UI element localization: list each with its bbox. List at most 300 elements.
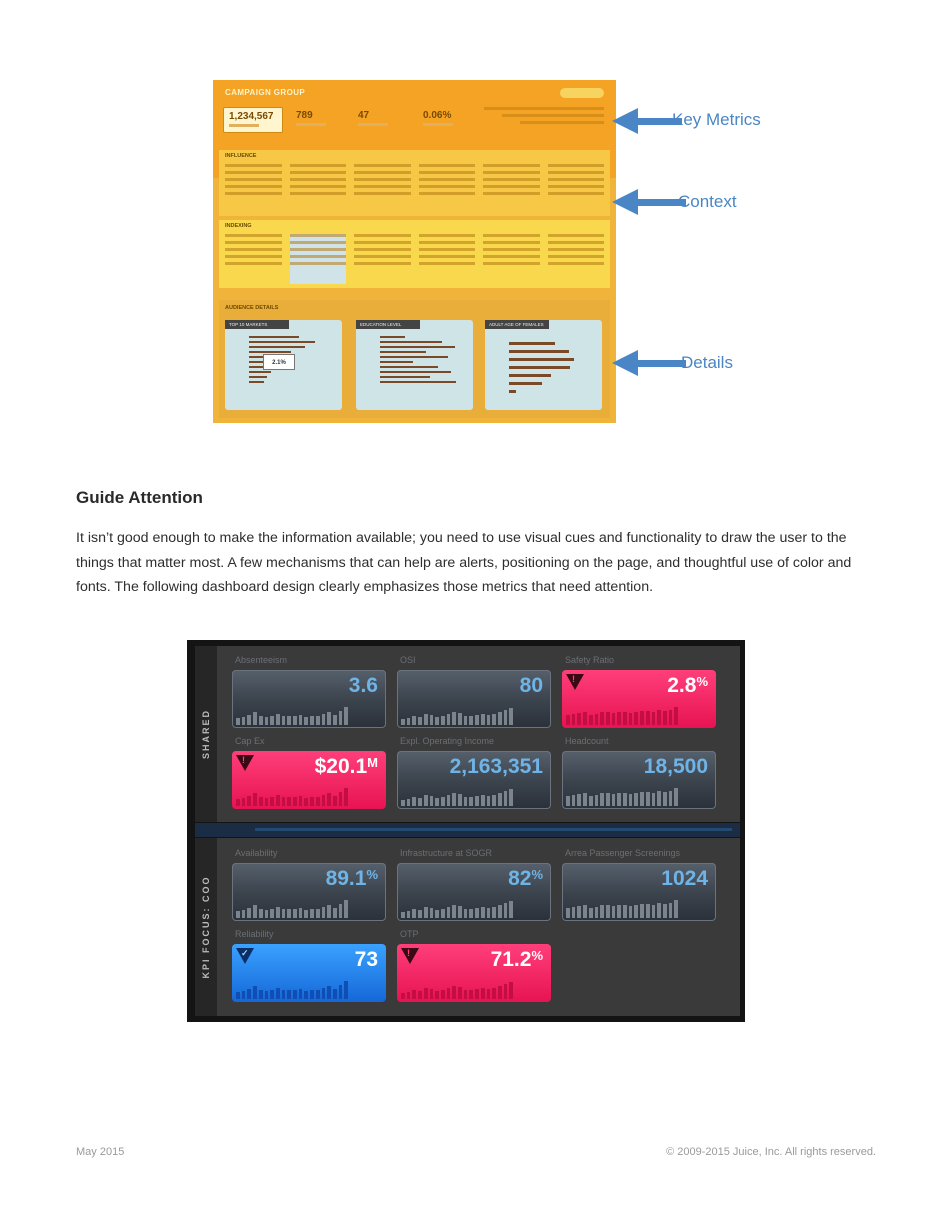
- sparkline-bar: [242, 798, 246, 806]
- focus-label: KPI FOCUS: COO: [201, 875, 211, 979]
- sparkline-bar: [293, 716, 297, 725]
- detail-card: [356, 320, 473, 410]
- details-label: AUDIENCE DETAILS: [225, 305, 279, 311]
- kpi-tile-value: 71.2%: [490, 948, 543, 971]
- kpi-tile[interactable]: [232, 670, 386, 728]
- kpi-secondary: [418, 107, 468, 131]
- sparkline-bar: [253, 712, 257, 725]
- sparkline-bar: [481, 988, 485, 999]
- sparkline-bar: [617, 793, 621, 806]
- kpi-tile[interactable]: [397, 863, 551, 921]
- sparkline-bar: [652, 712, 656, 725]
- sparkline-bar: [441, 716, 445, 725]
- sparkline-bar: [589, 715, 593, 725]
- sparkline-bar: [583, 905, 587, 918]
- kpi-tile-name: Reliability: [235, 929, 274, 939]
- sparkline-bar: [310, 716, 314, 725]
- sparkline-bar: [242, 717, 246, 725]
- kpi-main: [223, 107, 283, 133]
- sparkline-bar: [287, 990, 291, 999]
- detail-card-title: TOP 10 MARKETS: [229, 322, 268, 327]
- sparkline-bar: [600, 712, 604, 725]
- kpi-tile-name: Availability: [235, 848, 278, 858]
- sparkline-bar: [441, 990, 445, 999]
- sparkline-bar: [253, 793, 257, 806]
- sparkline-bar: [310, 909, 314, 918]
- sparkline-bar: [663, 792, 667, 806]
- sparkline-bar: [310, 797, 314, 806]
- sparkline-bar: [566, 908, 570, 918]
- kpi-tile-value: 2,163,351: [449, 755, 543, 778]
- sparkline-bar: [674, 707, 678, 725]
- sparkline-bar: [606, 712, 610, 726]
- kpi-tile-name: Infrastructure at SOGR: [400, 848, 493, 858]
- sparkline-bar: [504, 791, 508, 806]
- sparkline-bar: [663, 711, 667, 725]
- sparkline-bar: [276, 795, 280, 806]
- kpi-tile-unit: %: [696, 674, 708, 689]
- sparkline-bar: [322, 907, 326, 918]
- sparkline-bar: [652, 793, 656, 806]
- sparkline-bar: [509, 789, 513, 806]
- kpi-tile-name: Absenteeism: [235, 655, 288, 665]
- sparkline-bar: [458, 987, 462, 999]
- sparkline-bar: [640, 711, 644, 725]
- indexing-label: INDEXING: [225, 223, 252, 229]
- detail-card: [225, 320, 342, 410]
- sparkline-bar: [270, 990, 274, 999]
- arrow-left-icon: [612, 189, 638, 215]
- sparkline-bar: [441, 797, 445, 806]
- sparkline-bars: [566, 900, 678, 918]
- kpi-tile-name: Arrea Passenger Screenings: [565, 848, 681, 858]
- sparkline-bar: [452, 712, 456, 725]
- sparkline-bar: [464, 716, 468, 725]
- kpi-tile-value: 73: [354, 948, 378, 971]
- kpi-tile-value: 1024: [661, 867, 708, 890]
- sparkline-bar: [435, 798, 439, 806]
- influence-label: INFLUENCE: [225, 153, 257, 159]
- sparkline-bar: [447, 907, 451, 918]
- sparkline-bar: [333, 715, 337, 725]
- kpi-value: 789: [296, 110, 313, 121]
- sparkline-bar: [236, 992, 240, 999]
- sparkline-bar: [407, 718, 411, 725]
- sparkline-bar: [253, 905, 257, 918]
- sparkline-bar: [401, 719, 405, 725]
- sparkline-bar: [310, 990, 314, 999]
- footer-copyright: © 2009-2015 Juice, Inc. All rights reserved.: [666, 1146, 876, 1158]
- sparkline-bar: [327, 793, 331, 806]
- kpi-tile[interactable]: [397, 751, 551, 809]
- kpi-tile-value: 2.8%: [667, 674, 708, 697]
- sparkline-bar: [657, 710, 661, 725]
- sparkline-bar: [287, 716, 291, 725]
- sparkline-bar: [316, 716, 320, 725]
- sparkline-bar: [322, 795, 326, 806]
- sparkline-bar: [344, 900, 348, 918]
- callout-label: Key Metrics: [672, 110, 761, 129]
- sparkline-bar: [447, 988, 451, 999]
- sparkline-bar: [276, 988, 280, 999]
- sparkline-bar: [401, 800, 405, 806]
- sparkline-bar: [612, 713, 616, 725]
- sparkline-bar: [492, 714, 496, 725]
- kpi-tile-value: 18,500: [643, 755, 708, 778]
- sparkline-bars: [401, 707, 513, 725]
- sparkline-bar: [481, 795, 485, 806]
- kpi-tile-value: 82%: [508, 867, 543, 890]
- sparkline-bars: [236, 981, 348, 999]
- sparkline-bar: [236, 718, 240, 725]
- sparkline-bar: [316, 990, 320, 999]
- sparkline-bar: [595, 795, 599, 806]
- sparkline-bar: [452, 986, 456, 999]
- kpi-tile[interactable]: [562, 751, 716, 809]
- sparkline-bar: [339, 711, 343, 725]
- sparkline-bar: [253, 986, 257, 999]
- sparkline-bar: [293, 797, 297, 806]
- sparkline-bar: [669, 903, 673, 918]
- campaign-dashboard-figure: [213, 80, 616, 423]
- sparkline-bar: [418, 991, 422, 999]
- sparkline-bar: [265, 910, 269, 918]
- sparkline-bar: [276, 907, 280, 918]
- sparkline-bar: [270, 909, 274, 918]
- sparkline-bar: [640, 792, 644, 806]
- sparkline-bar: [498, 905, 502, 919]
- sparkline-bar: [447, 795, 451, 806]
- sparkline-bar: [344, 707, 348, 725]
- sparkline-bar: [282, 909, 286, 918]
- sparkline-bar: [572, 714, 576, 725]
- sparkline-bar: [464, 990, 468, 999]
- sparkline-bar: [265, 798, 269, 806]
- sparkline-bar: [669, 791, 673, 806]
- sparkline-bar: [424, 907, 428, 918]
- sparkline-bar: [276, 714, 280, 725]
- kpi-tile[interactable]: [562, 863, 716, 921]
- sparkline-bar: [669, 710, 673, 725]
- warning-icon: !: [566, 674, 584, 690]
- sparkline-bar: [600, 905, 604, 918]
- sparkline-bar: [509, 901, 513, 918]
- sparkline-bar: [435, 717, 439, 725]
- kpi-tile-value: 89.1%: [325, 867, 378, 890]
- sparkline-bar: [339, 904, 343, 918]
- sparkline-bar: [242, 991, 246, 999]
- sparkline-bar: [612, 906, 616, 918]
- sparkline-bar: [498, 712, 502, 726]
- kpi-tile-name: OSI: [400, 655, 416, 665]
- sparkline-bar: [316, 909, 320, 918]
- sparkline-bar: [447, 714, 451, 725]
- sparkline-bar: [304, 717, 308, 725]
- sparkline-bar: [270, 797, 274, 806]
- sparkline-bar: [236, 799, 240, 806]
- sparkline-bar: [441, 909, 445, 918]
- sparkline-bar: [583, 712, 587, 725]
- sparkline-bars: [236, 900, 348, 918]
- sparkline-bar: [293, 909, 297, 918]
- sparkline-bar: [412, 990, 416, 999]
- sparkline-bar: [407, 799, 411, 806]
- kpi-note: [484, 107, 604, 128]
- sparkline-bar: [577, 906, 581, 918]
- sparkline-bar: [487, 908, 491, 918]
- sparkline-bar: [259, 909, 263, 918]
- sparkline-bar: [412, 716, 416, 725]
- kpi-dashboard-figure: [187, 640, 745, 1022]
- sparkline-bar: [322, 714, 326, 725]
- sparkline-bars: [566, 707, 678, 725]
- shared-label: SHARED: [201, 708, 211, 760]
- sparkline-bar: [247, 989, 251, 999]
- kpi-tile[interactable]: [397, 670, 551, 728]
- sparkline-bar: [333, 989, 337, 999]
- kpi-tile-value: 80: [519, 674, 543, 697]
- sparkline-bar: [589, 908, 593, 918]
- sparkline-bar: [469, 797, 473, 806]
- sparkline-bar: [504, 903, 508, 918]
- sparkline-bar: [430, 715, 434, 725]
- warning-icon: !: [236, 755, 254, 771]
- sparkline-bar: [464, 797, 468, 806]
- sparkline-bar: [606, 905, 610, 919]
- sparkline-bar: [282, 990, 286, 999]
- sparkline-bar: [299, 715, 303, 725]
- sparkline-bar: [498, 793, 502, 807]
- sparkline-bar: [430, 908, 434, 918]
- sparkline-bar: [339, 985, 343, 999]
- sparkline-bar: [492, 795, 496, 806]
- kpi-value: 47: [358, 110, 370, 121]
- sparkline-bar: [498, 986, 502, 1000]
- sparkline-bars: [401, 788, 513, 806]
- kpi-secondary: [291, 107, 341, 131]
- sparkline-bar: [657, 791, 661, 806]
- sparkline-bar: [327, 986, 331, 999]
- sparkline-bar: [247, 796, 251, 806]
- sparkline-bar: [418, 910, 422, 918]
- kpi-tile[interactable]: [562, 670, 716, 728]
- detail-card-title: ADULT AGE OF FEMALES: [489, 322, 544, 327]
- sparkline-bar: [407, 992, 411, 999]
- sparkline-bar: [322, 988, 326, 999]
- callout-label: Context: [678, 192, 737, 211]
- sparkline-bar: [623, 905, 627, 918]
- sparkline-bar: [464, 909, 468, 918]
- sparkline-bar: [327, 905, 331, 918]
- sparkline-bar: [299, 796, 303, 806]
- sparkline-bar: [623, 712, 627, 725]
- sparkline-bar: [424, 988, 428, 999]
- sparkline-bar: [265, 991, 269, 999]
- kpi-value: 0.06%: [423, 110, 452, 121]
- sparkline-bar: [487, 715, 491, 725]
- sparkline-bar: [282, 797, 286, 806]
- sparkline-bar: [634, 712, 638, 725]
- tooltip: 2.1%: [263, 354, 295, 370]
- sparkline-bar: [430, 989, 434, 999]
- sparkline-bar: [282, 716, 286, 725]
- sparkline-bar: [623, 793, 627, 806]
- sparkline-bar: [492, 907, 496, 918]
- kpi-tile[interactable]: [232, 751, 386, 809]
- sparkline-bar: [657, 903, 661, 918]
- sparkline-bar: [401, 993, 405, 999]
- sparkline-bar: [617, 712, 621, 725]
- sparkline-bar: [424, 795, 428, 806]
- kpi-tile-name: Cap Ex: [235, 736, 265, 746]
- sparkline-bar: [287, 909, 291, 918]
- sparkline-bar: [572, 907, 576, 918]
- sparkline-bar: [617, 905, 621, 918]
- sparkline-bar: [469, 909, 473, 918]
- sparkline-bar: [458, 906, 462, 918]
- kpi-tile-name: Expl. Operating Income: [400, 736, 495, 746]
- section-body: It isn’t good enough to make the information available; you need to use visual cues and functionality to draw the user to the things that matter most. A few mechanisms that can help are alerts, positioning on the page, and thoughtful use of color and fonts. The following dashboard design clearly emphasizes those metrics that need attention.: [76, 530, 852, 595]
- header-pill-button: [560, 88, 604, 98]
- kpi-tile-unit: M: [367, 755, 378, 770]
- sparkline-bar: [634, 905, 638, 918]
- kpi-tile-unit: %: [366, 867, 378, 882]
- sparkline-bars: [401, 981, 513, 999]
- kpi-tile[interactable]: [397, 944, 551, 1002]
- sparkline-bar: [481, 907, 485, 918]
- kpi-secondary: [353, 107, 403, 131]
- sparkline-bar: [259, 716, 263, 725]
- sparkline-bar: [492, 988, 496, 999]
- sparkline-bar: [577, 794, 581, 806]
- sparkline-bar: [458, 794, 462, 806]
- sparkline-bar: [566, 715, 570, 725]
- sparkline-bar: [339, 792, 343, 806]
- sparkline-bar: [236, 911, 240, 918]
- sparkline-bar: [299, 908, 303, 918]
- sparkline-bar: [304, 910, 308, 918]
- sparkline-bar: [663, 904, 667, 918]
- kpi-tile[interactable]: [232, 944, 386, 1002]
- sparkline-bar: [435, 991, 439, 999]
- sparkline-bar: [259, 990, 263, 999]
- sparkline-bar: [481, 714, 485, 725]
- sparkline-bar: [646, 792, 650, 806]
- sparkline-bar: [674, 900, 678, 918]
- sparkline-bar: [333, 796, 337, 806]
- sparkline-bar: [469, 990, 473, 999]
- sparkline-bars: [401, 900, 513, 918]
- sparkline-bar: [293, 990, 297, 999]
- sparkline-bar: [412, 797, 416, 806]
- sparkline-bar: [259, 797, 263, 806]
- section-heading: Guide Attention: [76, 488, 203, 507]
- panel-divider: [195, 823, 740, 837]
- kpi-tile[interactable]: [232, 863, 386, 921]
- sparkline-bar: [458, 713, 462, 725]
- sparkline-bar: [270, 716, 274, 725]
- sparkline-bar: [475, 908, 479, 918]
- sparkline-bar: [674, 788, 678, 806]
- sparkline-bar: [634, 793, 638, 806]
- kpi-tile-value: $\$20.1^M$: [314, 755, 378, 778]
- sparkline-bar: [304, 991, 308, 999]
- sparkline-bar: [469, 716, 473, 725]
- sparkline-bar: [418, 798, 422, 806]
- kpi-tile-unit: %: [531, 867, 543, 882]
- sparkline-bar: [612, 794, 616, 806]
- kpi-tile-name: OTP: [400, 929, 419, 939]
- kpi-tile-value: 3.6: [348, 674, 378, 697]
- sparkline-bar: [566, 796, 570, 806]
- sparkline-bar: [606, 793, 610, 807]
- sparkline-bar: [452, 905, 456, 918]
- sparkline-bar: [595, 714, 599, 725]
- kpi-tile-name: Safety Ratio: [565, 655, 615, 665]
- sparkline-bar: [299, 989, 303, 999]
- sparkline-bar: [247, 908, 251, 918]
- sparkline-bar: [487, 796, 491, 806]
- sparkline-bar: [600, 793, 604, 806]
- footer-date: May 2015: [76, 1146, 125, 1158]
- detail-card: [485, 320, 602, 410]
- sparkline-bar: [418, 717, 422, 725]
- sparkline-bar: [629, 713, 633, 725]
- kpi-main-value: 1,234,567: [229, 111, 274, 122]
- sparkline-bar: [407, 911, 411, 918]
- sparkline-bars: [236, 788, 348, 806]
- callout-label: Details: [681, 353, 733, 372]
- sparkline-bar: [589, 796, 593, 806]
- sparkline-bar: [344, 981, 348, 999]
- arrow-left-icon: [612, 350, 638, 376]
- sparkline-bar: [504, 984, 508, 999]
- arrow-left-icon: [612, 108, 638, 134]
- sparkline-bar: [595, 907, 599, 918]
- sparkline-bar: [504, 710, 508, 725]
- sparkline-bar: [344, 788, 348, 806]
- sparkline-bar: [265, 717, 269, 725]
- sparkline-bar: [287, 797, 291, 806]
- sparkline-bar: [304, 798, 308, 806]
- campaign-title: CAMPAIGN GROUP: [225, 88, 306, 97]
- sparkline-bar: [435, 910, 439, 918]
- sparkline-bar: [316, 797, 320, 806]
- sparkline-bar: [430, 796, 434, 806]
- sparkline-bar: [583, 793, 587, 806]
- sparkline-bar: [247, 715, 251, 725]
- sparkline-bar: [475, 715, 479, 725]
- sparkline-bar: [401, 912, 405, 918]
- indexing-section: [219, 220, 610, 288]
- influence-section: [219, 150, 610, 216]
- sparkline-bar: [475, 796, 479, 806]
- sparkline-bar: [509, 708, 513, 725]
- warning-icon: !: [401, 948, 419, 964]
- sparkline-bar: [646, 711, 650, 725]
- sparkline-bar: [646, 904, 650, 918]
- sparkline-bar: [577, 713, 581, 725]
- sparkline-bars: [566, 788, 678, 806]
- sparkline-bar: [412, 909, 416, 918]
- sparkline-bars: [236, 707, 348, 725]
- sparkline-bar: [652, 905, 656, 918]
- detail-card-title: EDUCATION LEVEL: [360, 322, 402, 327]
- kpi-tile-name: Headcount: [565, 736, 609, 746]
- sparkline-bar: [629, 906, 633, 918]
- sparkline-bar: [475, 989, 479, 999]
- sparkline-bar: [487, 989, 491, 999]
